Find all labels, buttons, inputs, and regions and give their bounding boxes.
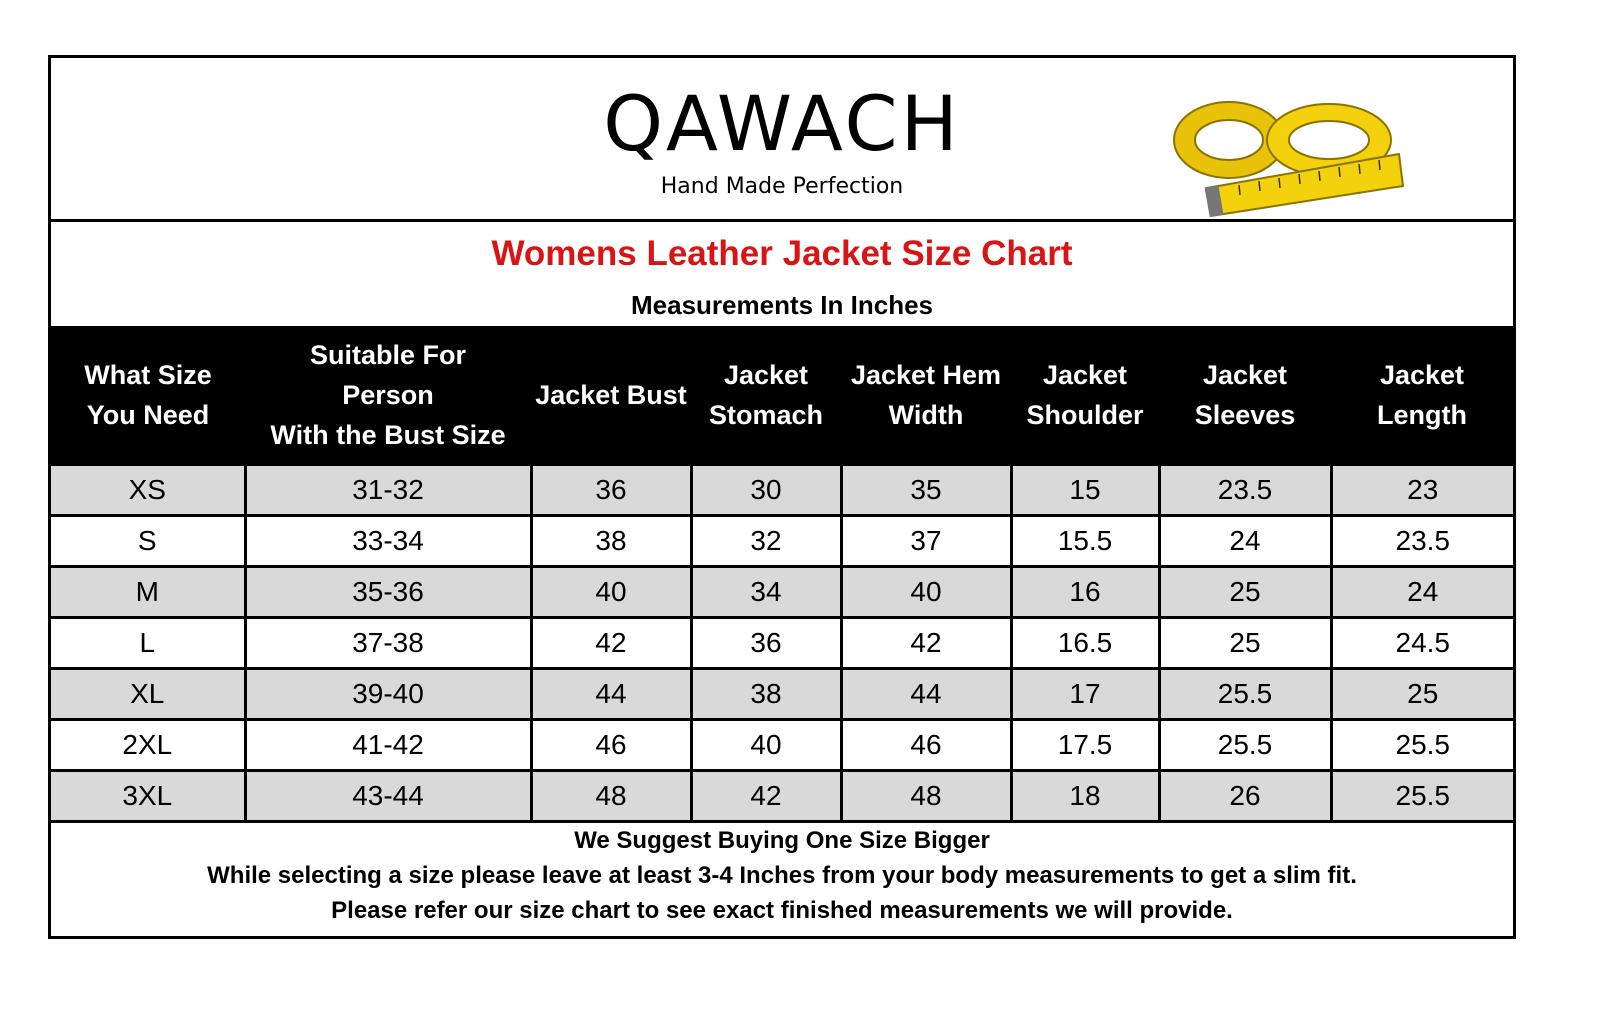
measurement-cell: 24.5 bbox=[1331, 618, 1513, 669]
measurement-cell: 15.5 bbox=[1011, 516, 1159, 567]
measurement-cell: 40 bbox=[691, 720, 841, 771]
table-row bbox=[51, 720, 1513, 771]
size-label-cell: L bbox=[51, 618, 245, 669]
measurement-cell: 24 bbox=[1331, 567, 1513, 618]
size-label-cell: 3XL bbox=[51, 771, 245, 822]
measurement-cell: 17.5 bbox=[1011, 720, 1159, 771]
measurement-cell: 36 bbox=[531, 465, 691, 516]
measurement-cell: 23.5 bbox=[1331, 516, 1513, 567]
measurement-cell: 37 bbox=[841, 516, 1011, 567]
measurement-cell: 26 bbox=[1159, 771, 1331, 822]
measurement-cell: 33-34 bbox=[245, 516, 531, 567]
table-row bbox=[51, 618, 1513, 669]
brand-header bbox=[51, 58, 1513, 222]
measurement-cell: 34 bbox=[691, 567, 841, 618]
size-table bbox=[51, 326, 1513, 823]
measurement-cell: 25.5 bbox=[1331, 720, 1513, 771]
column-header: Jacket Length bbox=[1331, 326, 1513, 465]
chart-subtitle: Measurements In Inches bbox=[631, 290, 933, 320]
measurement-cell: 41-42 bbox=[245, 720, 531, 771]
measurement-cell: 31-32 bbox=[245, 465, 531, 516]
size-label-cell: XL bbox=[51, 669, 245, 720]
measurement-cell: 25.5 bbox=[1159, 720, 1331, 771]
measurement-cell: 23 bbox=[1331, 465, 1513, 516]
table-row bbox=[51, 771, 1513, 822]
chart-title: Womens Leather Jacket Size Chart bbox=[491, 234, 1073, 273]
table-body bbox=[51, 465, 1513, 822]
size-label-cell: S bbox=[51, 516, 245, 567]
brand-logo-text: QAWACH bbox=[603, 79, 961, 168]
measurement-cell: 43-44 bbox=[245, 771, 531, 822]
measurement-cell: 17 bbox=[1011, 669, 1159, 720]
measurement-cell: 32 bbox=[691, 516, 841, 567]
measurement-cell: 16 bbox=[1011, 567, 1159, 618]
column-header: Jacket Bust bbox=[531, 326, 691, 465]
table-row bbox=[51, 669, 1513, 720]
measurement-cell: 38 bbox=[691, 669, 841, 720]
measurement-cell: 30 bbox=[691, 465, 841, 516]
measurement-cell: 46 bbox=[531, 720, 691, 771]
measurement-cell: 23.5 bbox=[1159, 465, 1331, 516]
table-row bbox=[51, 567, 1513, 618]
measurement-cell: 39-40 bbox=[245, 669, 531, 720]
measurement-cell: 35 bbox=[841, 465, 1011, 516]
measurement-cell: 44 bbox=[531, 669, 691, 720]
note-line-3: Please refer our size chart to see exact finished measurements we will provide. bbox=[331, 897, 1233, 924]
table-row bbox=[51, 465, 1513, 516]
measurement-cell: 25 bbox=[1331, 669, 1513, 720]
measurement-cell: 44 bbox=[841, 669, 1011, 720]
measurement-cell: 25.5 bbox=[1159, 669, 1331, 720]
column-header: Suitable For Person With the Bust Size bbox=[245, 326, 531, 465]
column-header: Jacket Sleeves bbox=[1159, 326, 1331, 465]
measurement-cell: 38 bbox=[531, 516, 691, 567]
measurement-cell: 18 bbox=[1011, 771, 1159, 822]
measurement-cell: 25 bbox=[1159, 618, 1331, 669]
note-line-1: We Suggest Buying One Size Bigger bbox=[574, 827, 990, 854]
column-header: What Size You Need bbox=[51, 326, 245, 465]
measuring-tape-icon bbox=[1159, 78, 1409, 218]
measurement-cell: 42 bbox=[691, 771, 841, 822]
column-header: Jacket Hem Width bbox=[841, 326, 1011, 465]
measurement-cell: 25 bbox=[1159, 567, 1331, 618]
measurement-cell: 36 bbox=[691, 618, 841, 669]
measurement-cell: 40 bbox=[531, 567, 691, 618]
measurement-cell: 24 bbox=[1159, 516, 1331, 567]
measurement-cell: 40 bbox=[841, 567, 1011, 618]
table-header-row bbox=[51, 326, 1513, 465]
measurement-cell: 25.5 bbox=[1331, 771, 1513, 822]
brand-tagline: Hand Made Perfection bbox=[660, 174, 904, 199]
measurement-cell: 48 bbox=[531, 771, 691, 822]
column-header: Jacket Stomach bbox=[691, 326, 841, 465]
measurement-cell: 42 bbox=[531, 618, 691, 669]
size-chart-frame bbox=[48, 55, 1516, 939]
size-label-cell: XS bbox=[51, 465, 245, 516]
table-row bbox=[51, 516, 1513, 567]
size-label-cell: M bbox=[51, 567, 245, 618]
measurement-cell: 16.5 bbox=[1011, 618, 1159, 669]
measurement-cell: 48 bbox=[841, 771, 1011, 822]
column-header: Jacket Shoulder bbox=[1011, 326, 1159, 465]
measurement-cell: 46 bbox=[841, 720, 1011, 771]
measurement-cell: 35-36 bbox=[245, 567, 531, 618]
size-advice-notes bbox=[51, 823, 1513, 928]
note-line-2: While selecting a size please leave at least 3-4 Inches from your body measurements to get a slim fit. bbox=[207, 862, 1357, 889]
chart-title-block bbox=[51, 222, 1513, 326]
measurement-cell: 37-38 bbox=[245, 618, 531, 669]
measurement-cell: 15 bbox=[1011, 465, 1159, 516]
size-label-cell: 2XL bbox=[51, 720, 245, 771]
measurement-cell: 42 bbox=[841, 618, 1011, 669]
